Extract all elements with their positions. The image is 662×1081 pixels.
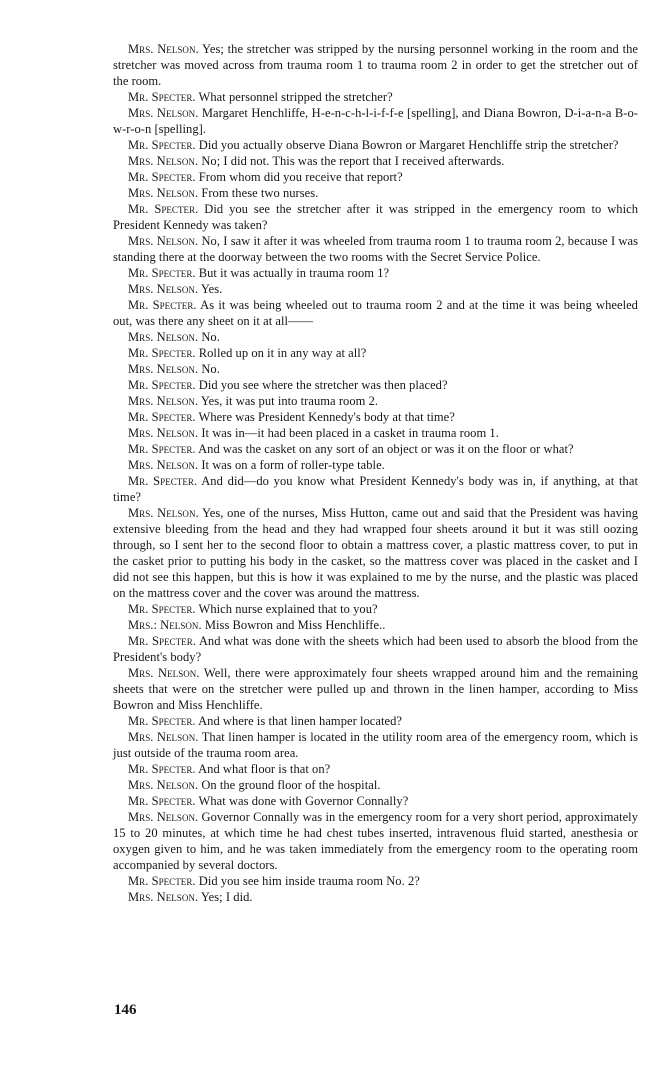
testimony-paragraph	[113, 281, 638, 297]
testimony-paragraph	[113, 809, 638, 873]
speaker-label: Mrs. Nelson.	[128, 426, 199, 440]
testimony-paragraph	[113, 873, 638, 889]
speaker-label: Mr. Specter.	[128, 634, 196, 648]
testimony-paragraph	[113, 889, 638, 905]
testimony-paragraph	[113, 265, 638, 281]
statement-text: What was done with Governor Connally?	[198, 794, 409, 808]
statement-text: Well, there were approximately four sheets wrapped around him and the remaining sheets that were on the stretcher were pulled up and thrown in the linen hamper, according to Miss Bowron and Miss Henchliffe.	[113, 666, 639, 712]
statement-text: Which nurse explained that to you?	[198, 602, 378, 616]
testimony-paragraph	[113, 345, 638, 361]
statement-text: No; I did not. This was the report that I received afterwards.	[201, 154, 505, 168]
testimony-paragraph	[113, 105, 638, 137]
testimony-paragraph	[113, 377, 638, 393]
statement-text: Did you see the stretcher after it was stripped in the emergency room to which President Kennedy was taken?	[113, 202, 638, 232]
testimony-paragraph	[113, 169, 638, 185]
speaker-label: Mr. Specter.	[128, 378, 196, 392]
speaker-label: Mrs. Nelson.	[128, 730, 199, 744]
speaker-label: Mrs. Nelson.	[128, 186, 199, 200]
speaker-label: Mrs. Nelson.	[128, 282, 199, 296]
statement-text: Yes, it was put into trauma room 2.	[200, 394, 379, 408]
speaker-label: Mrs. Nelson.	[128, 106, 199, 120]
speaker-label: Mr. Specter.	[128, 602, 196, 616]
speaker-label: Mrs.: Nelson.	[128, 618, 202, 632]
testimony-paragraph	[113, 793, 638, 809]
statement-text: Yes, one of the nurses, Miss Hutton, came out and said that the President was having extensive bleeding from the head and they had wrapped four sheets around it but it was still oozing through, so I sent her to the second floor to obtain a mattress cover, a plastic mattress cover, to put in the casket prior to putting his body in the casket, so the mattress cover was placed in the casket and I did not see this happen, but this is how it was explained to me by the nurse, and the plastic was placed on the mattress cover and the cover was around the mattress.	[113, 506, 638, 600]
speaker-label: Mr. Specter.	[128, 762, 196, 776]
testimony-paragraph	[113, 153, 638, 169]
statement-text: No.	[201, 362, 220, 376]
testimony-paragraph	[113, 89, 638, 105]
statement-text: What personnel stripped the stretcher?	[198, 90, 393, 104]
statement-text: Did you see where the stretcher was then placed?	[198, 378, 448, 392]
speaker-label: Mr. Specter.	[128, 410, 196, 424]
speaker-label: Mr. Specter.	[128, 298, 197, 312]
testimony-paragraph	[113, 329, 638, 345]
statement-text: From these two nurses.	[201, 186, 319, 200]
statement-text: As it was being wheeled out to trauma room 2 and at the time it was being wheeled out, was there any sheet on it at all——	[113, 298, 638, 328]
statement-text: Yes; the stretcher was stripped by the nursing personnel working in the room and the stretcher was moved across from trauma room 1 to trauma room 2 in order to get the stretcher out of the room.	[113, 42, 639, 88]
testimony-text	[113, 41, 638, 905]
testimony-paragraph	[113, 425, 638, 441]
testimony-paragraph	[113, 393, 638, 409]
speaker-label: Mr. Specter.	[128, 714, 196, 728]
testimony-paragraph	[113, 505, 638, 601]
speaker-label: Mrs. Nelson.	[128, 234, 199, 248]
statement-text: It was on a form of roller-type table.	[201, 458, 385, 472]
testimony-paragraph	[113, 233, 638, 265]
testimony-paragraph	[113, 457, 638, 473]
testimony-paragraph	[113, 137, 638, 153]
testimony-paragraph	[113, 473, 638, 505]
testimony-paragraph	[113, 729, 638, 761]
testimony-paragraph	[113, 665, 638, 713]
speaker-label: Mrs. Nelson.	[128, 890, 199, 904]
speaker-label: Mrs. Nelson.	[128, 666, 200, 680]
speaker-label: Mrs. Nelson.	[128, 362, 199, 376]
statement-text: But it was actually in trauma room 1?	[198, 266, 390, 280]
statement-text: And what floor is that on?	[198, 762, 331, 776]
testimony-paragraph	[113, 185, 638, 201]
statement-text: No, I saw it after it was wheeled from trauma room 1 to trauma room 2, because I was standing there at the doorway between the two rooms with the Secret Service Police.	[113, 234, 638, 264]
testimony-paragraph	[113, 41, 638, 89]
speaker-label: Mr. Specter.	[128, 202, 199, 216]
speaker-label: Mr. Specter.	[128, 474, 198, 488]
speaker-label: Mrs. Nelson.	[128, 458, 199, 472]
testimony-paragraph	[113, 617, 638, 633]
statement-text: And was the casket on any sort of an object or was it on the floor or what?	[198, 442, 574, 456]
testimony-paragraph	[113, 361, 638, 377]
statement-text: Yes; I did.	[200, 890, 253, 904]
speaker-label: Mr. Specter.	[128, 170, 196, 184]
statement-text: Where was President Kennedy's body at that time?	[198, 410, 455, 424]
speaker-label: Mr. Specter.	[128, 90, 196, 104]
speaker-label: Mrs. Nelson.	[128, 778, 199, 792]
speaker-label: Mrs. Nelson.	[128, 810, 199, 824]
testimony-paragraph	[113, 601, 638, 617]
statement-text: And did—do you know what President Kennedy's body was in, if anything, at that time?	[113, 474, 638, 504]
speaker-label: Mrs. Nelson.	[128, 506, 199, 520]
statement-text: It was in—it had been placed in a casket in trauma room 1.	[201, 426, 499, 440]
testimony-paragraph	[113, 713, 638, 729]
statement-text: Did you actually observe Diana Bowron or Margaret Henchliffe strip the stretcher?	[198, 138, 619, 152]
statement-text: Rolled up on it in any way at all?	[198, 346, 367, 360]
speaker-label: Mrs. Nelson.	[128, 330, 199, 344]
testimony-paragraph	[113, 441, 638, 457]
speaker-label: Mrs. Nelson.	[128, 154, 199, 168]
speaker-label: Mr. Specter.	[128, 442, 196, 456]
statement-text: Margaret Henchliffe, H-e-n-c-h-l-i-f-f-e [spelling], and Diana Bowron, D-i-a-n-a B-o-w-r-o-n [spelling].	[113, 106, 638, 136]
testimony-paragraph	[113, 777, 638, 793]
speaker-label: Mrs. Nelson.	[128, 394, 199, 408]
testimony-paragraph	[113, 297, 638, 329]
statement-text: From whom did you receive that report?	[198, 170, 403, 184]
statement-text: Did you see him inside trauma room No. 2?	[198, 874, 420, 888]
page-number: 146	[114, 1002, 137, 1018]
testimony-paragraph	[113, 761, 638, 777]
statement-text: No.	[201, 330, 220, 344]
speaker-label: Mr. Specter.	[128, 794, 196, 808]
speaker-label: Mr. Specter.	[128, 346, 196, 360]
speaker-label: Mr. Specter.	[128, 874, 196, 888]
statement-text: That linen hamper is located in the utility room area of the emergency room, which is just outside of the trauma room area.	[113, 730, 639, 760]
speaker-label: Mr. Specter.	[128, 138, 196, 152]
statement-text: Miss Bowron and Miss Henchliffe..	[204, 618, 386, 632]
speaker-label: Mrs. Nelson.	[128, 42, 199, 56]
statement-text: And where is that linen hamper located?	[198, 714, 403, 728]
testimony-paragraph	[113, 201, 638, 233]
testimony-paragraph	[113, 409, 638, 425]
statement-text: And what was done with the sheets which had been used to absorb the blood from the President's body?	[113, 634, 638, 664]
statement-text: Yes.	[200, 282, 223, 296]
statement-text: Governor Connally was in the emergency room for a very short period, approximately 15 to 20 minutes, at which time he had chest tubes inserted, intravenous fluid started, anesthesia or oxygen given to him, and he was taken immediately from the emergency room to the operating room accompanied by several doctors.	[113, 810, 639, 872]
statement-text: On the ground floor of the hospital.	[201, 778, 381, 792]
testimony-paragraph	[113, 633, 638, 665]
speaker-label: Mr. Specter.	[128, 266, 196, 280]
